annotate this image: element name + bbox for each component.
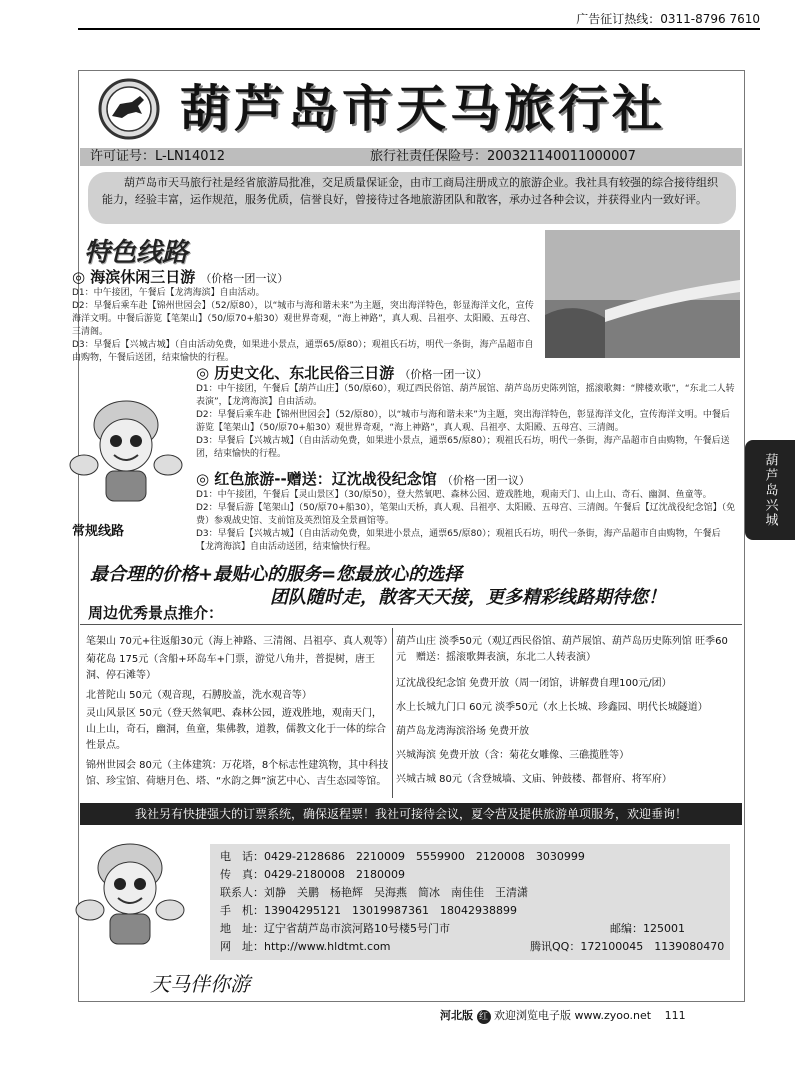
route-1-price: （价格一团一议） bbox=[200, 272, 289, 285]
route-1-title: ◎ 海滨休闲三日游 bbox=[72, 268, 196, 286]
contact-mobile: 手 机：13904295121 13019987361 18042938899 bbox=[220, 904, 517, 917]
route-2-day3: D3：早餐后【兴城古城】（自由活动免费，如果进小景点，通票65/原80）；观祖氏石坊，明代一条街，海产品超市自由购物，午餐后送团，结束愉快的行程。 bbox=[196, 436, 730, 459]
agency-intro: 葫芦岛市天马旅行社是经省旅游局批准，交足质量保证金，由市工商局注册成立的旅游企业。我社具有较强的综合接待组织能力，经验丰富，运作规范，服务优质，信誉良好，曾接待过各地旅游团队和散客，承办过各种会议，并获得业内一致好评。 bbox=[88, 172, 736, 224]
route-1-day2: D2：早餐后乘车赴【锦州世园会】（52/原80），以“城市与海和谐未来”为主题，突出海洋特色，彰显海洋文化，宣传海洋文明。中餐后游览【笔架山】（50/原70+船30）观世界奇观，“海上神路”，真人观、吕祖亭、太阳殿、五母宫、三清阁。 bbox=[72, 301, 536, 337]
contact-qq: 腾讯QQ：172100045 1139080470 bbox=[530, 940, 725, 953]
spots-rule bbox=[80, 624, 742, 625]
spot-item: 兴城古城 80元（含登城墙、文庙、钟鼓楼、都督府、将军府） bbox=[396, 774, 672, 785]
route-1-day3: D3：早餐后【兴城古城】（自由活动免费，如果进小景点，通票65/原80）；观祖氏石坊，明代一条街，海产品超市自由购物，午餐后送团，结束愉快的行程。 bbox=[72, 340, 534, 363]
spot-item: 葫芦岛龙湾海滨浴场 免费开放 bbox=[396, 726, 530, 737]
mascot-icon bbox=[66, 395, 186, 505]
spot-item: 水上长城九门口 60元 淡季50元（水上长城、珍鑫园、明代长城隧道） bbox=[396, 702, 708, 713]
page-number: 111 bbox=[664, 1009, 686, 1022]
contact-phone: 电 话：0429-2128686 2210009 5559900 2120008 3030999 bbox=[220, 850, 585, 863]
route-3-title: ◎ 红色旅游--赠送：辽沈战役纪念馆 bbox=[196, 470, 437, 488]
permit-bar bbox=[80, 148, 742, 166]
route-2-price: （价格一团一议） bbox=[399, 368, 488, 381]
agency-title: 葫芦岛市天马旅行社 bbox=[180, 80, 666, 138]
tagline: 天马伴你游 bbox=[150, 972, 250, 996]
spot-item: 笔架山 70元+往返船30元（海上神路、三清阁、吕祖亭、真人观等） bbox=[86, 636, 394, 647]
footer bbox=[440, 1007, 740, 1025]
contact-address: 地 址：辽宁省葫芦岛市滨河路10号楼5号门市 bbox=[220, 922, 450, 935]
footer-site[interactable]: 欢迎浏览电子版 www.zyoo.net bbox=[494, 1009, 652, 1022]
mascot-label: 常规线路 bbox=[72, 524, 125, 539]
contact-panel bbox=[210, 844, 730, 960]
spot-item: 辽沈战役纪念馆 免费开放（周一闭馆，讲解费自理100元/团） bbox=[396, 678, 672, 689]
spot-item: 菊花岛 175元（含船+环岛车+门票，游觉八角井，普提树，唐王洞、停石滩等） bbox=[86, 654, 376, 681]
footer-badge-icon: 红 bbox=[477, 1010, 491, 1024]
route-3-day1: D1：中午接团，午餐后【灵山景区】（30/原50），登大然氧吧、森林公园、遊戏胜地，观南天门、山上山、奇石、幽洞、鱼童等。 bbox=[196, 490, 712, 500]
spots-left-column bbox=[86, 634, 394, 790]
contact-website[interactable]: 网 址：http://www.hldtmt.com bbox=[220, 940, 391, 953]
top-rule bbox=[78, 28, 760, 30]
feature-routes-heading: 特色线路 bbox=[84, 238, 189, 268]
slogan-price: 最合理的价格+最贴心的服务=您最放心的选择 bbox=[90, 564, 463, 585]
route-1 bbox=[72, 266, 542, 365]
spot-item: 北普陀山 50元（观音现，石膊胶盖，洗水观音等） bbox=[86, 690, 312, 701]
route-1-day1: D1：中午接团，午餐后【龙湾海滨】自由活动。 bbox=[72, 288, 265, 298]
service-banner: 我社另有快捷强大的订票系统，确保返程票！我社可接待会议，夏令营及提供旅游单项服务，欢迎垂询！ bbox=[80, 803, 742, 825]
route-2-day2: D2：早餐后乘车赴【锦州世园会】（52/原80），以“城市与海和谐未来”为主题，突出海洋特色，彰显海洋文化，宣传海洋文明。中餐后游览【笔架山】（50/原70+船30）观世界奇观，“海上神路”，真人观、吕祖亭、太阳殿、五母宫、三清阁。 bbox=[196, 410, 730, 433]
spots-divider bbox=[392, 628, 393, 798]
contact-fax: 传 真：0429-2180008 2180009 bbox=[220, 868, 405, 881]
horse-logo-icon bbox=[88, 78, 170, 140]
spots-heading: 周边优秀景点推介： bbox=[88, 604, 224, 622]
route-3-day3: D3：早餐后【兴城古城】（自由活动免费，如果进小景点，通票65/原80）；观祖氏石坊，明代一条街，海产品超市自由购物，午餐后【龙湾海滨】自由活动送团，结束愉快行程。 bbox=[196, 529, 721, 552]
route-3-day2: D2：早餐后游【笔架山】（50/原70+船30），笔架山天桥，真人观、吕祖亭、太阳殿、五母宫、三清阁。午餐后【辽沈战役纪念馆】（免费）参观战史馆、支前馆及英烈馆及全景画馆等。 bbox=[196, 503, 736, 526]
spot-item: 葫芦山庄 淡季50元（观辽西民俗馆、葫芦展馆、葫芦岛历史陈列馆 旺季60元 赠送：摇滚歌舞表演，东北二人转表演） bbox=[396, 636, 728, 663]
insurance-number: 旅行社责任保险号：200321140011000007 bbox=[370, 149, 636, 164]
contact-postcode: 邮编：125001 bbox=[610, 922, 685, 935]
contact-people: 联系人：刘静 关鹏 杨艳辉 吴海燕 简冰 南佳佳 王清潇 bbox=[220, 886, 528, 899]
spot-item: 灵山风景区 50元（登天然氧吧、森林公园，遊戏胜地，观南天门，山上山，奇石，幽洞，鱼童，集佛教，道教，儒教文化于一体的综合性景点。 bbox=[86, 708, 386, 751]
route-3-price: （价格一团一议） bbox=[441, 474, 530, 487]
slogan-team: 团队随时走，散客天天接，更多精彩线路期待您！ bbox=[270, 587, 666, 608]
ad-hotline: 广告征订热线：0311-8796 7610 bbox=[576, 12, 760, 26]
beach-bridge-photo bbox=[545, 230, 740, 358]
spot-item: 兴城海滨 免费开放（含：菊花女雕像、三礁揽胜等） bbox=[396, 750, 630, 761]
route-2-title: ◎ 历史文化、东北民俗三日游 bbox=[196, 364, 395, 382]
mascot-bottom-icon bbox=[70, 838, 190, 948]
side-tab: 葫芦岛兴城 bbox=[745, 440, 795, 540]
route-2-day1: D1：中午接团，午餐后【葫芦山庄】（50/原60），观辽西民俗馆、葫芦展馆、葫芦岛历史陈列馆，摇滚歌舞：“牌楼欢歌”，“东北二人转表演”，【龙湾海滨】自由活动。 bbox=[196, 384, 735, 407]
spots-right-column bbox=[396, 634, 736, 788]
license-number: 许可证号：L-LN14012 bbox=[90, 149, 226, 164]
route-3 bbox=[196, 468, 736, 554]
route-2 bbox=[196, 362, 736, 461]
spot-item: 锦州世园会 80元（主体建筑：万花塔，8个标志性建筑物，其中科技馆、珍宝馆、荷塘月色、塔、“水韵之舞”演艺中心、吉生态园等馆。 bbox=[86, 760, 389, 787]
footer-edition: 河北版 bbox=[440, 1009, 473, 1022]
